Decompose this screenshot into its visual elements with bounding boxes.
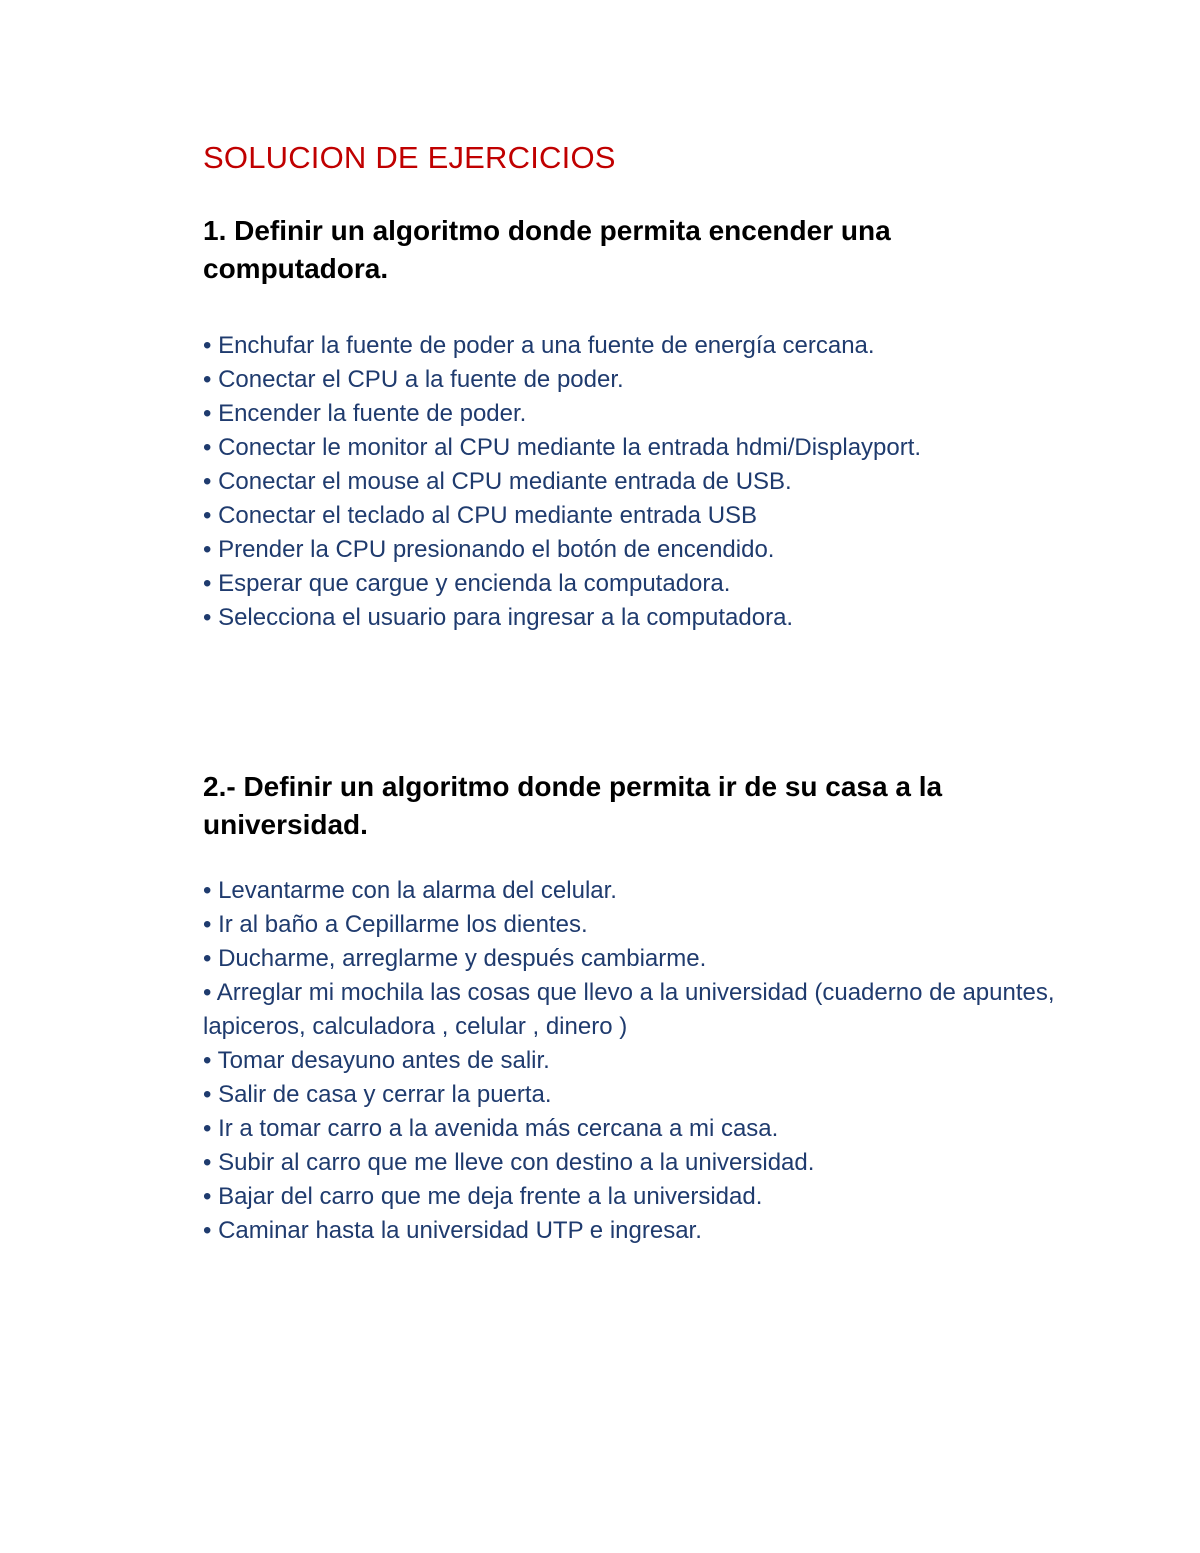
bullet-icon: • xyxy=(203,570,212,597)
bullet-icon: • xyxy=(203,877,212,904)
bullet-icon: • xyxy=(203,979,212,1006)
step-item xyxy=(203,499,1063,533)
bullet-icon: • xyxy=(203,1081,212,1108)
step-text: Conectar le monitor al CPU mediante la entrada hdmi/Displayport. xyxy=(218,434,922,461)
step-item xyxy=(203,363,1063,397)
step-text: Subir al carro que me lleve con destino a la universidad. xyxy=(218,1149,815,1176)
bullet-icon: • xyxy=(203,468,212,495)
step-item xyxy=(203,908,1063,942)
step-text: Esperar que cargue y encienda la computadora. xyxy=(218,570,731,597)
bullet-icon: • xyxy=(203,1047,212,1074)
step-text: Ir a tomar carro a la avenida más cercana a mi casa. xyxy=(218,1115,779,1142)
bullet-icon: • xyxy=(203,332,212,359)
step-item xyxy=(203,1078,1063,1112)
bullet-icon: • xyxy=(203,1217,212,1244)
step-item xyxy=(203,533,1063,567)
step-item xyxy=(203,1146,1063,1180)
step-text: Bajar del carro que me deja frente a la universidad. xyxy=(218,1183,763,1210)
step-text: Ducharme, arreglarme y después cambiarme. xyxy=(218,945,707,972)
step-item xyxy=(203,431,1063,465)
bullet-icon: • xyxy=(203,434,212,461)
bullet-icon: • xyxy=(203,502,212,529)
step-text: Arreglar mi mochila las cosas que llevo a la universidad (cuaderno de apuntes, lapiceros, calculadora , celular , dinero ) xyxy=(203,979,1055,1040)
bullet-icon: • xyxy=(203,366,212,393)
step-item xyxy=(203,567,1063,601)
step-item xyxy=(203,397,1063,431)
steps-list-1 xyxy=(203,329,1063,635)
step-text: Levantarme con la alarma del celular. xyxy=(218,877,617,904)
bullet-icon: • xyxy=(203,604,212,631)
step-item xyxy=(203,1214,1063,1248)
step-text: Conectar el teclado al CPU mediante entrada USB xyxy=(218,502,758,529)
step-text: Salir de casa y cerrar la puerta. xyxy=(218,1081,552,1108)
steps-list-2 xyxy=(203,874,1063,1248)
step-text: Conectar el CPU a la fuente de poder. xyxy=(218,366,624,393)
step-text: Ir al baño a Cepillarme los dientes. xyxy=(218,911,588,938)
step-item xyxy=(203,1180,1063,1214)
bullet-icon: • xyxy=(203,945,212,972)
step-text: Encender la fuente de poder. xyxy=(218,400,527,427)
step-item xyxy=(203,465,1063,499)
step-item xyxy=(203,1112,1063,1146)
step-text: Caminar hasta la universidad UTP e ingresar. xyxy=(218,1217,702,1244)
step-item xyxy=(203,874,1063,908)
step-text: Conectar el mouse al CPU mediante entrada de USB. xyxy=(218,468,792,495)
bullet-icon: • xyxy=(203,911,212,938)
step-text: Tomar desayuno antes de salir. xyxy=(217,1047,550,1074)
step-text: Prender la CPU presionando el botón de encendido. xyxy=(218,536,775,563)
bullet-icon: • xyxy=(203,400,212,427)
step-item xyxy=(203,329,1063,363)
step-item xyxy=(203,976,1063,1044)
question-2: 2.- Definir un algoritmo donde permita ir de su casa a la universidad. xyxy=(203,771,943,840)
bullet-icon: • xyxy=(203,1115,212,1142)
question-1: 1. Definir un algoritmo donde permita encender una computadora. xyxy=(203,215,891,284)
bullet-icon: • xyxy=(203,1183,212,1210)
step-item xyxy=(203,942,1063,976)
step-item xyxy=(203,1044,1063,1078)
document-title: SOLUCION DE EJERCICIOS xyxy=(203,140,616,175)
bullet-icon: • xyxy=(203,1149,212,1176)
step-item xyxy=(203,601,1063,635)
step-text: Enchufar la fuente de poder a una fuente de energía cercana. xyxy=(218,332,875,359)
step-text: Selecciona el usuario para ingresar a la computadora. xyxy=(218,604,794,631)
bullet-icon: • xyxy=(203,536,212,563)
